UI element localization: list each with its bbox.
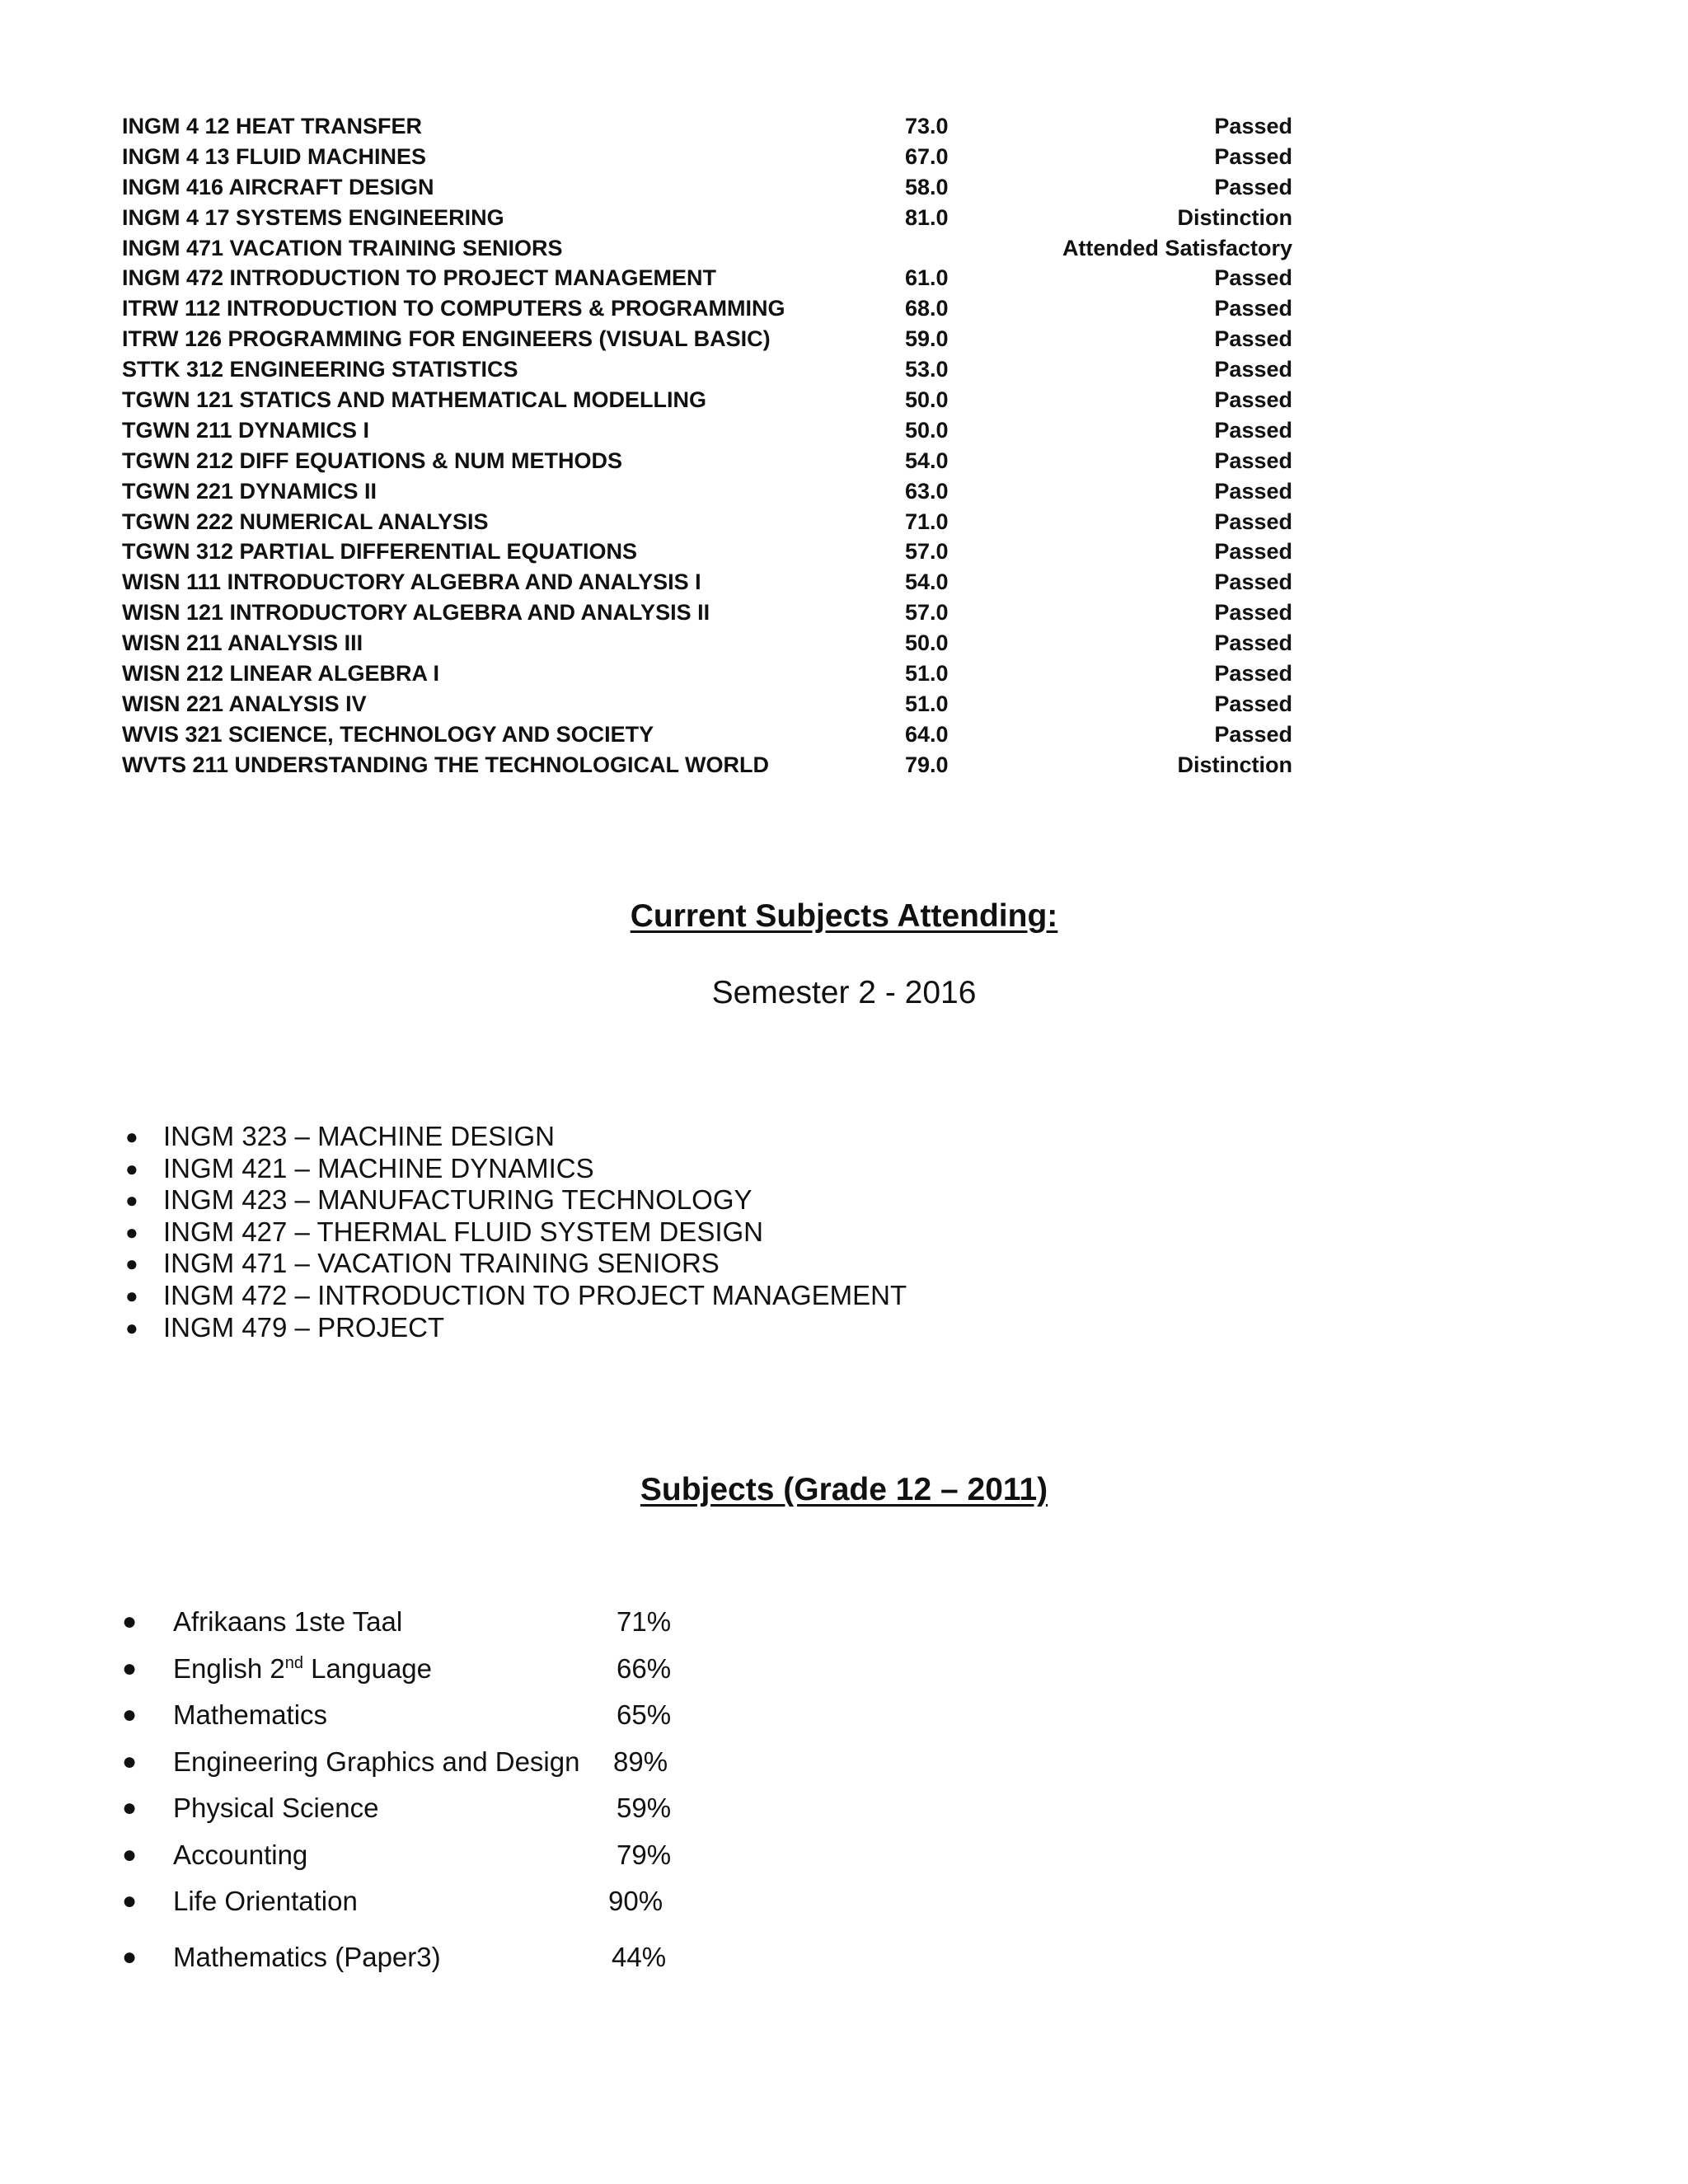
list-item-text: INGM 421 – MACHINE DYNAMICS: [163, 1152, 594, 1183]
subject-name: WISN 121 INTRODUCTORY ALGEBRA AND ANALYSIS II: [122, 600, 710, 626]
bullet-icon: ●: [125, 1155, 138, 1181]
subject-mark: 54.0: [905, 448, 949, 473]
bullet-icon: ●: [122, 1887, 138, 1915]
grade12-subject-percent: 66%: [617, 1652, 672, 1684]
subject-mark: 71.0: [905, 509, 949, 534]
subject-mark: 61.0: [905, 265, 949, 291]
subject-result: Passed: [1214, 417, 1292, 443]
grade12-subject-percent: 65%: [617, 1699, 672, 1730]
bullet-icon: ●: [125, 1315, 138, 1340]
subject-name: WISN 111 INTRODUCTORY ALGEBRA AND ANALYSIS I: [122, 569, 701, 595]
bullet-icon: ●: [122, 1840, 138, 1868]
table-row: [122, 203, 1292, 233]
subject-result: Passed: [1214, 387, 1292, 413]
current-subjects-list: [122, 1121, 907, 1343]
subject-name: TGWN 221 DYNAMICS II: [122, 478, 377, 504]
subject-result: Passed: [1214, 600, 1292, 626]
subject-mark: 51.0: [905, 661, 949, 687]
table-row: [122, 324, 1292, 354]
table-row: [122, 658, 1292, 689]
subject-result: Passed: [1214, 357, 1292, 382]
table-row: [122, 293, 1292, 324]
ordinal-suffix: nd: [284, 1653, 304, 1672]
subject-name: INGM 4 12 HEAT TRANSFER: [122, 114, 423, 138]
grade12-subject-name: Mathematics (Paper3): [173, 1941, 441, 1972]
list-item-text: INGM 479 – PROJECT: [163, 1311, 445, 1343]
list-item-text: INGM 471 – VACATION TRAINING SENIORS: [163, 1248, 720, 1279]
grade12-subject-name-part: Language: [303, 1652, 433, 1684]
subject-mark: 79.0: [905, 752, 949, 777]
subject-result: Passed: [1214, 478, 1292, 504]
bullet-icon: ●: [122, 1608, 138, 1635]
subject-mark: 57.0: [905, 600, 949, 626]
subject-result: Attended Satisfactory: [1062, 235, 1292, 260]
table-row: [122, 719, 1292, 750]
bullet-icon: ●: [122, 1794, 138, 1821]
grade12-subject-name: [173, 1646, 432, 1693]
subject-result: Passed: [1214, 143, 1292, 169]
bullet-icon: ●: [125, 1282, 138, 1308]
list-item: [122, 1121, 907, 1153]
subject-name: WISN 211 ANALYSIS III: [122, 630, 363, 656]
subject-name: TGWN 121 STATICS AND MATHEMATICAL MODELLING: [122, 387, 706, 413]
bullet-icon: ●: [122, 1701, 138, 1728]
table-row: [122, 415, 1292, 446]
table-row: [122, 172, 1292, 203]
bullet-icon: ●: [125, 1124, 138, 1149]
subject-mark: 67.0: [905, 143, 949, 169]
table-row: [122, 476, 1292, 507]
subject-name: INGM 416 AIRCRAFT DESIGN: [122, 174, 434, 199]
grade12-subject-name: Life Orientation: [173, 1886, 358, 1916]
table-row: [122, 263, 1292, 293]
table-row: [122, 111, 1292, 142]
table-row: [122, 628, 1292, 658]
subject-mark: 68.0: [905, 296, 949, 321]
grade12-heading: Subjects (Grade 12 – 2011): [640, 1472, 1048, 1507]
table-row: [122, 354, 1292, 385]
grade12-subject-name: Accounting: [173, 1839, 308, 1870]
subject-result: Distinction: [1177, 752, 1292, 777]
subject-mark: 57.0: [905, 539, 949, 565]
grade12-subject-name: Physical Science: [173, 1793, 379, 1823]
list-item: [122, 1312, 907, 1344]
subject-result: Passed: [1214, 265, 1292, 291]
subject-name: WISN 221 ANALYSIS IV: [122, 691, 367, 716]
list-item-text: INGM 472 – INTRODUCTION TO PROJECT MANAGEMENT: [163, 1279, 907, 1310]
list-item-text: INGM 427 – THERMAL FLUID SYSTEM DESIGN: [163, 1216, 763, 1247]
subject-name: TGWN 312 PARTIAL DIFFERENTIAL EQUATIONS: [122, 539, 638, 565]
list-item: [122, 1216, 907, 1249]
table-row: [122, 750, 1292, 780]
subject-mark: 54.0: [905, 569, 949, 595]
subject-name: TGWN 222 NUMERICAL ANALYSIS: [122, 509, 489, 534]
subject-mark: 50.0: [905, 630, 949, 656]
subject-result: Passed: [1214, 539, 1292, 565]
grade12-subject-percent: 79%: [617, 1839, 672, 1870]
list-item: [122, 1153, 907, 1185]
grade12-subject-name: Engineering Graphics and Design: [173, 1746, 580, 1777]
subject-result: Passed: [1214, 721, 1292, 747]
bullet-icon: ●: [122, 1747, 138, 1775]
subject-result: Passed: [1214, 448, 1292, 473]
current-subjects-heading: Current Subjects Attending:: [630, 898, 1058, 934]
subject-result: Passed: [1214, 691, 1292, 716]
list-item: [122, 1184, 907, 1216]
subject-result: Passed: [1214, 114, 1292, 138]
table-row: [122, 507, 1292, 537]
subject-mark: 53.0: [905, 357, 949, 382]
subject-name: WVTS 211 UNDERSTANDING THE TECHNOLOGICAL WORLD: [122, 752, 770, 777]
subject-mark: 50.0: [905, 417, 949, 443]
subject-name: INGM 4 17 SYSTEMS ENGINEERING: [122, 204, 504, 230]
subject-name: ITRW 126 PROGRAMMING FOR ENGINEERS (VISUAL BASIC): [122, 326, 771, 352]
list-item: [122, 1280, 907, 1312]
list-item: [122, 1248, 907, 1280]
bullet-icon: ●: [125, 1188, 138, 1213]
subject-mark: 81.0: [905, 204, 949, 230]
subject-name: INGM 472 INTRODUCTION TO PROJECT MANAGEMENT: [122, 265, 717, 291]
subject-result: Passed: [1214, 569, 1292, 595]
subject-result: Passed: [1214, 509, 1292, 534]
bullet-icon: ●: [122, 1943, 138, 1971]
list-item-text: INGM 423 – MANUFACTURING TECHNOLOGY: [163, 1184, 753, 1216]
grade12-subject-percent: 59%: [617, 1793, 672, 1823]
results-table: [122, 111, 1292, 780]
table-row: [122, 233, 1292, 264]
subject-mark: 63.0: [905, 478, 949, 504]
subject-mark: 58.0: [905, 174, 949, 199]
grade12-subject-percent: 90%: [608, 1886, 663, 1916]
subject-result: Passed: [1214, 326, 1292, 352]
table-row: [122, 142, 1292, 172]
subject-name: TGWN 211 DYNAMICS I: [122, 417, 370, 443]
subject-result: Passed: [1214, 630, 1292, 656]
table-row: [122, 446, 1292, 476]
subject-mark: 64.0: [905, 721, 949, 747]
bullet-icon: ●: [122, 1654, 138, 1682]
subject-mark: 50.0: [905, 387, 949, 413]
grade12-subject-percent: 44%: [612, 1941, 667, 1972]
list-item-text: INGM 323 – MACHINE DESIGN: [163, 1121, 555, 1151]
subject-name: WISN 212 LINEAR ALGEBRA I: [122, 661, 440, 687]
semester-label: Semester 2 - 2016: [711, 975, 977, 1010]
subject-name: WVIS 321 SCIENCE, TECHNOLOGY AND SOCIETY: [122, 721, 654, 747]
subject-mark: 59.0: [905, 326, 949, 352]
subject-name: TGWN 212 DIFF EQUATIONS & NUM METHODS: [122, 448, 623, 473]
table-row: [122, 598, 1292, 628]
subject-mark: 73.0: [905, 114, 949, 138]
subject-result: Passed: [1214, 296, 1292, 321]
grade12-subject-percent: 71%: [617, 1606, 672, 1637]
bullet-icon: ●: [125, 1219, 138, 1244]
grade12-subject-name-part: English 2: [173, 1652, 285, 1684]
subject-result: Passed: [1214, 174, 1292, 199]
subject-result: Passed: [1214, 661, 1292, 687]
table-row: [122, 689, 1292, 719]
grade12-subject-name: Afrikaans 1ste Taal: [173, 1606, 403, 1637]
subject-result: Distinction: [1177, 204, 1292, 230]
subject-name: ITRW 112 INTRODUCTION TO COMPUTERS & PROGRAMMING: [122, 296, 785, 321]
grade12-subject-percent: 89%: [613, 1746, 668, 1777]
bullet-icon: ●: [125, 1251, 138, 1277]
subject-name: INGM 471 VACATION TRAINING SENIORS: [122, 235, 563, 260]
table-row: [122, 385, 1292, 415]
subject-mark: 51.0: [905, 691, 949, 716]
table-row: [122, 537, 1292, 567]
subject-name: INGM 4 13 FLUID MACHINES: [122, 143, 427, 169]
table-row: [122, 567, 1292, 598]
subject-name: STTK 312 ENGINEERING STATISTICS: [122, 357, 518, 382]
grade12-subject-name: Mathematics: [173, 1699, 328, 1730]
